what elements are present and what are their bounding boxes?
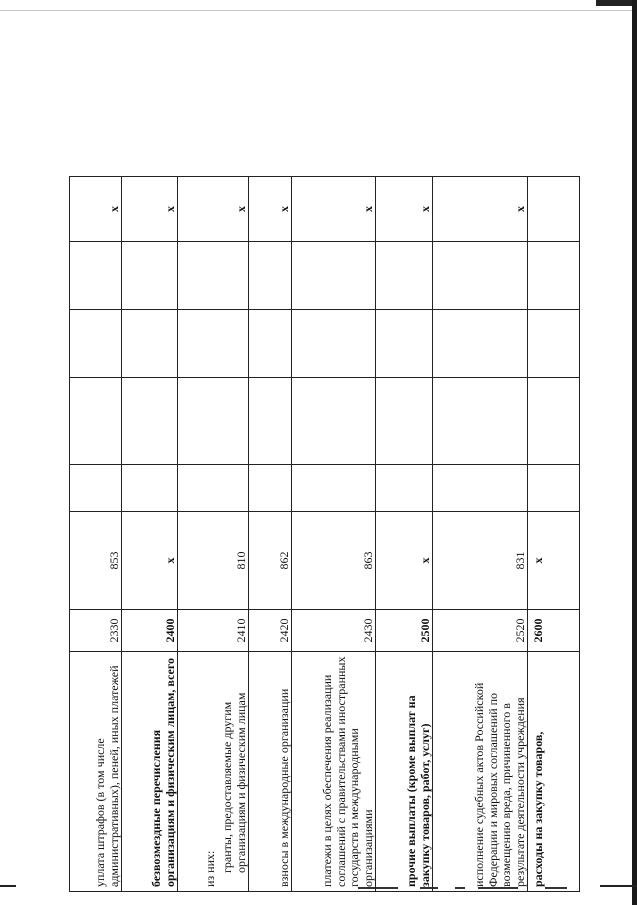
empty-cell: [292, 242, 376, 310]
empty-cell: [376, 465, 433, 512]
table-row: [70, 177, 122, 892]
row-name: прочие выплаты (кроме выплат на закупку товаров, работ, услуг): [376, 652, 433, 892]
empty-cell: [70, 465, 122, 512]
empty-cell: [528, 378, 580, 465]
empty-cell: [433, 378, 528, 465]
empty-cell: [122, 378, 178, 465]
x-mark: x: [178, 177, 249, 242]
x-mark: x: [122, 177, 178, 242]
empty-cell: [433, 465, 528, 512]
row-code: 2420: [249, 610, 292, 652]
x-mark: x: [433, 177, 528, 242]
empty-cell: [376, 310, 433, 378]
empty-cell: [292, 310, 376, 378]
row-kbk: 863: [292, 512, 376, 610]
empty-cell: [70, 378, 122, 465]
row-code: 2400: [122, 610, 178, 652]
empty-cell: [433, 242, 528, 310]
table-row: [528, 177, 580, 892]
row-name: безвозмездные перечисления организациям и физическим лицам, всего: [122, 652, 178, 892]
row-code: 2330: [70, 610, 122, 652]
row-kbk: x: [528, 512, 580, 610]
row-code: 2600: [528, 610, 580, 652]
scan-corner-mark: [596, 0, 632, 6]
row-kbk: 853: [70, 512, 122, 610]
row-name: [178, 652, 249, 892]
table-row: [249, 177, 292, 892]
row-name: уплата штрафов (в том числе административных), пеней, иных платежей: [70, 652, 122, 892]
row-code: 2430: [292, 610, 376, 652]
x-mark: x: [376, 177, 433, 242]
empty-cell: [249, 242, 292, 310]
empty-cell: [178, 310, 249, 378]
empty-cell: [122, 465, 178, 512]
scan-bottom-mark-right: [600, 885, 637, 887]
row-kbk: 810: [178, 512, 249, 610]
empty-cell: [70, 242, 122, 310]
row-kbk: x: [376, 512, 433, 610]
empty-cell: [433, 310, 528, 378]
table-row: [178, 177, 249, 892]
empty-cell: [249, 378, 292, 465]
row-name-prefix: из них:: [202, 850, 217, 887]
x-mark: x: [70, 177, 122, 242]
row-name-sub: гранты, предоставляемые другим организациям и физическим лицам: [220, 692, 248, 873]
scan-top-line: [0, 10, 637, 11]
empty-cell: [376, 242, 433, 310]
empty-cell: [376, 378, 433, 465]
row-code: 2410: [178, 610, 249, 652]
row-name: взносы в международные организации: [249, 652, 292, 892]
scan-right-edge: [632, 0, 637, 905]
empty-cell: [249, 310, 292, 378]
row-kbk: 831: [433, 512, 528, 610]
empty-cell: [178, 465, 249, 512]
empty-cell: [249, 465, 292, 512]
empty-cell: [122, 310, 178, 378]
empty-cell: [292, 378, 376, 465]
row-kbk: x: [122, 512, 178, 610]
empty-cell: [70, 310, 122, 378]
row-code: 2520: [433, 610, 528, 652]
empty-cell: [122, 242, 178, 310]
x-mark: x: [249, 177, 292, 242]
row-name: платежи в целях обеспечения реализации соглашений с правительствами иностранных государств и международными организациями: [292, 652, 376, 892]
scan-bottom-mark-left: [0, 885, 16, 887]
empty-cell: [528, 242, 580, 310]
row-kbk: 862: [249, 512, 292, 610]
empty-cell: [292, 465, 376, 512]
row-name: исполнение судебных актов Российской Федерации и мировых соглашений по возмещению вреда, причиненного в результате деятельности учреждения: [433, 652, 528, 892]
table-row: [122, 177, 178, 892]
row-name: расходы на закупку товаров,: [528, 652, 580, 892]
empty-cell: [178, 378, 249, 465]
rotated-page: [69, 177, 579, 892]
empty-cell: [528, 465, 580, 512]
table-row: [292, 177, 376, 892]
x-mark: x: [292, 177, 376, 242]
row-code: 2500: [376, 610, 433, 652]
financial-plan-table: [69, 176, 580, 892]
table-row: [433, 177, 528, 892]
x-mark: [528, 177, 580, 242]
empty-cell: [528, 310, 580, 378]
empty-cell: [178, 242, 249, 310]
table-row: [376, 177, 433, 892]
